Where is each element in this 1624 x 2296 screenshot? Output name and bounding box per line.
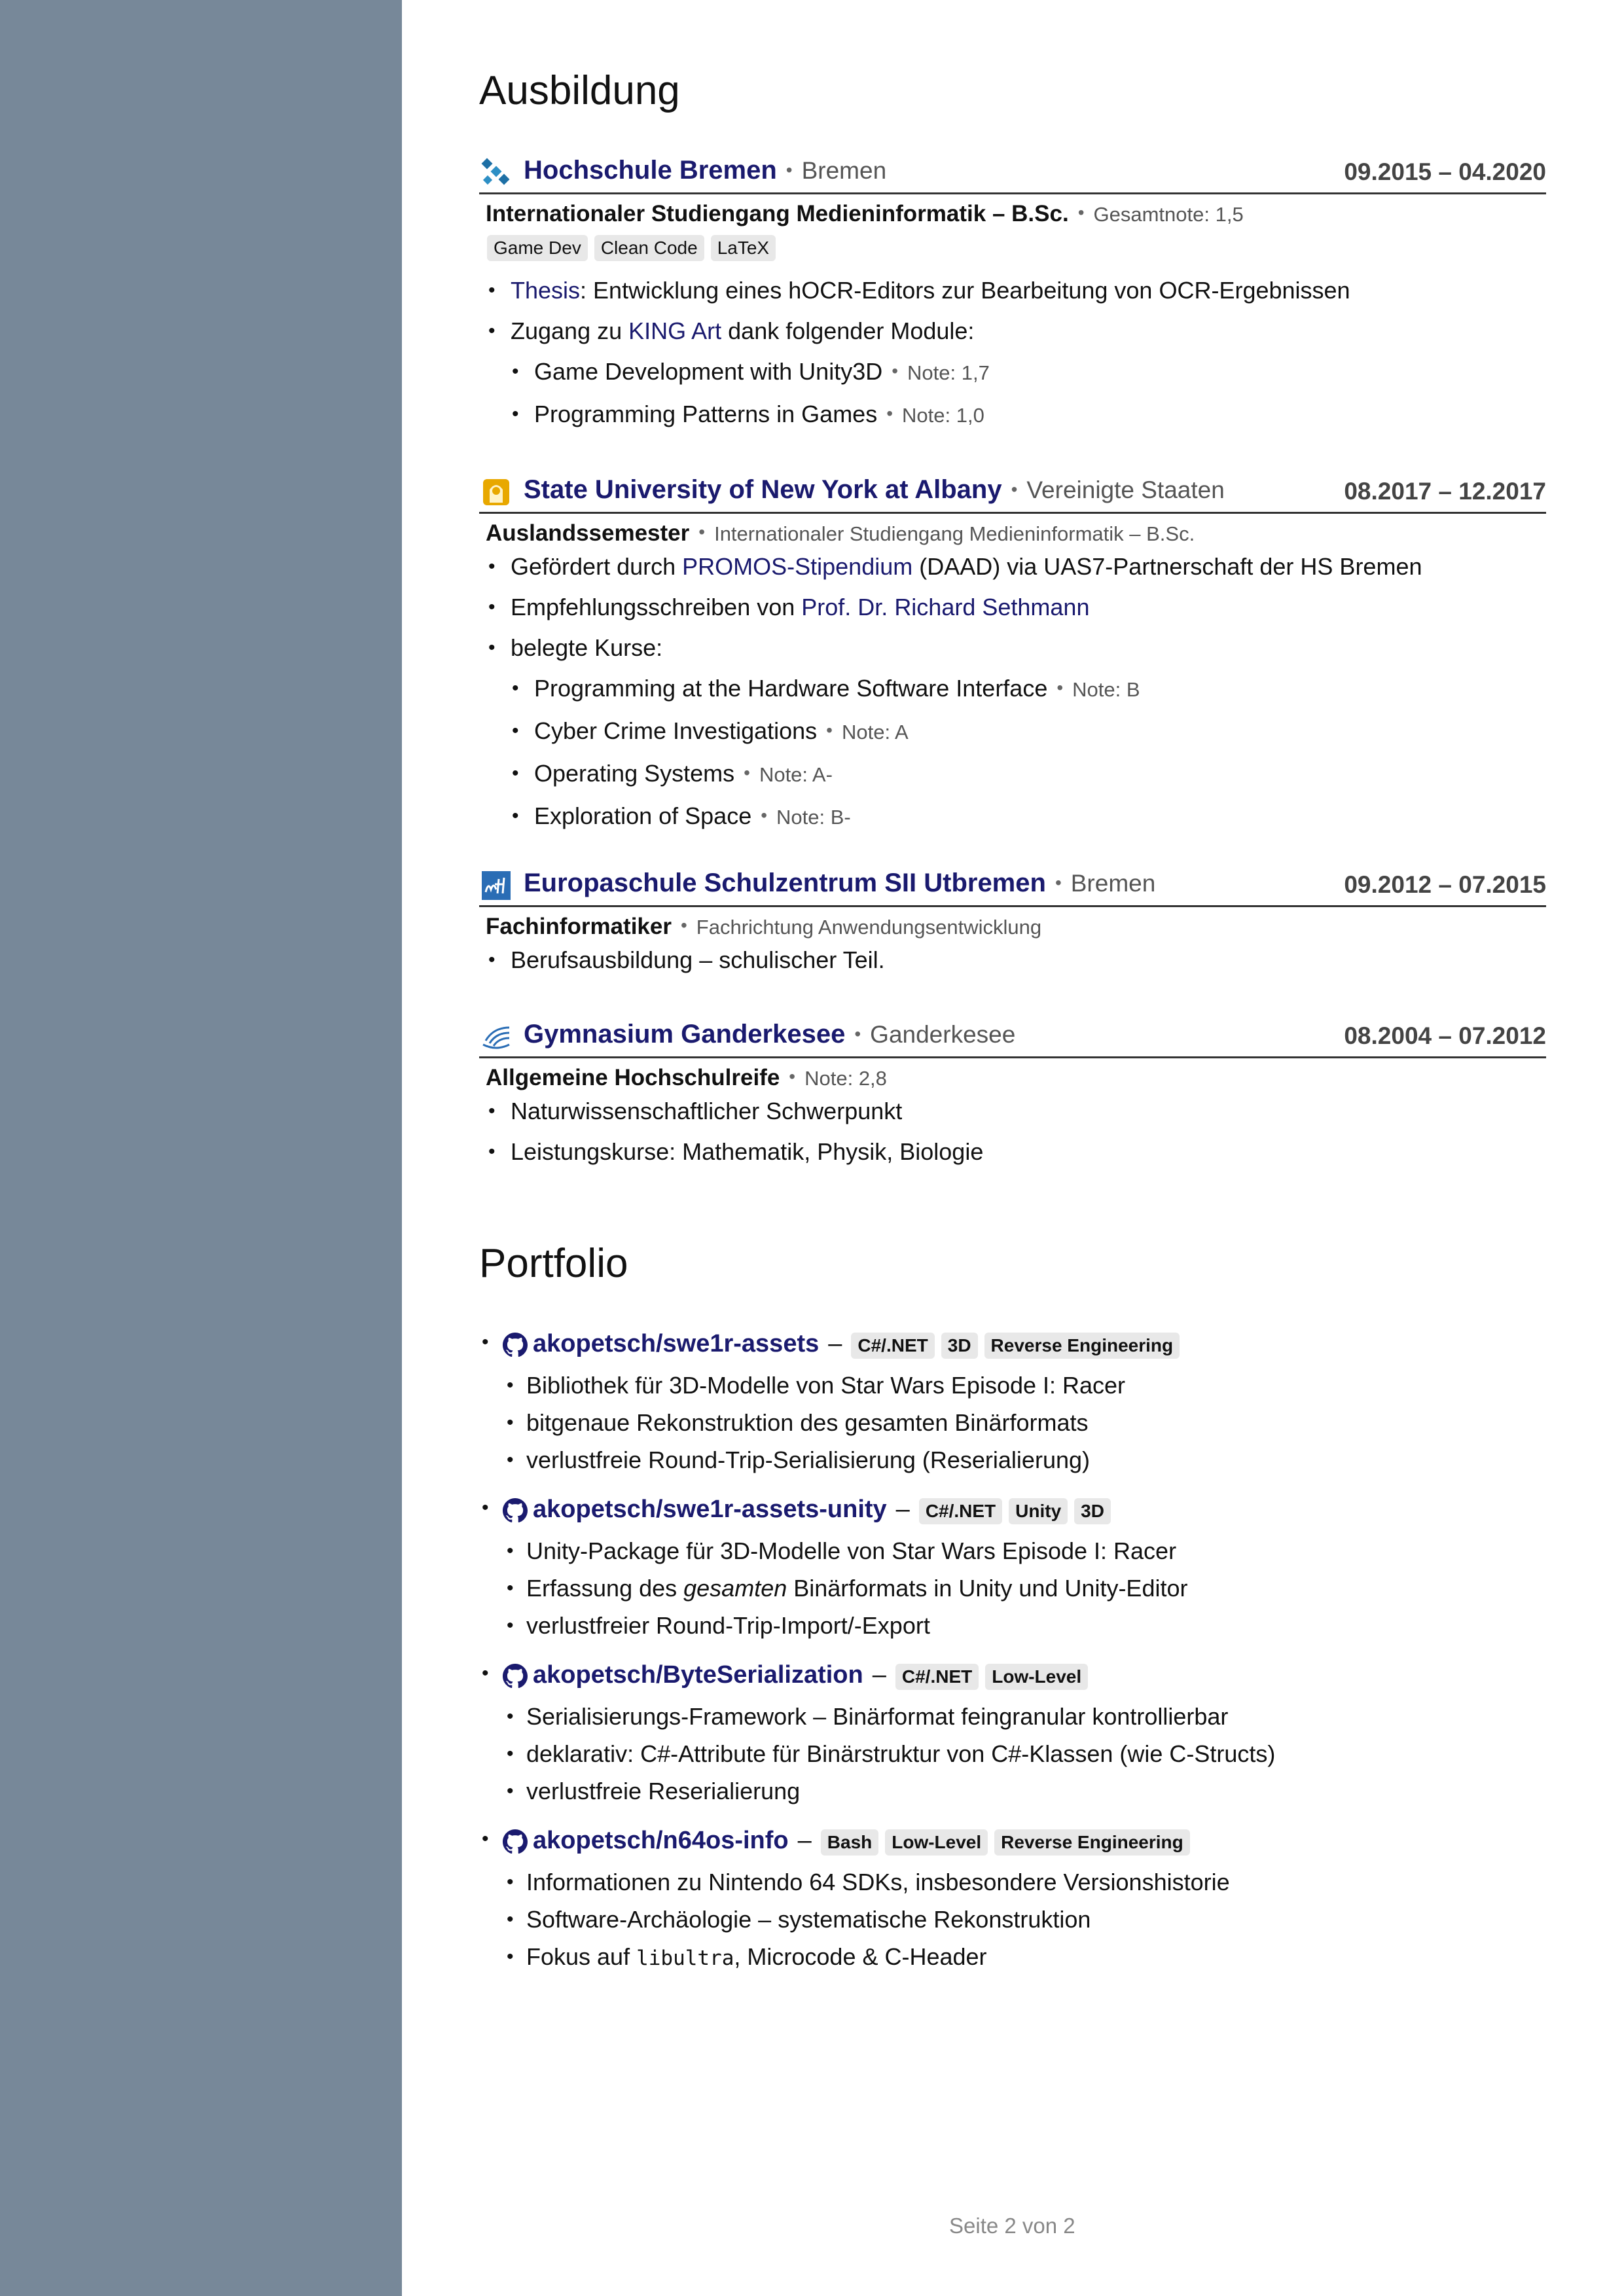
skill-tag: Reverse Engineering (984, 1333, 1180, 1359)
list-item (479, 1938, 1546, 1977)
promos-link[interactable]: PROMOS-Stipendium (682, 553, 913, 580)
text-post: , Microcode & C-Header (734, 1943, 987, 1970)
project-title-row (533, 1827, 1197, 1856)
degree-note: Note: 2,8 (804, 1067, 887, 1090)
project-bullets (479, 1863, 1546, 1977)
entry-dates: 08.2004 – 07.2012 (1344, 1022, 1546, 1049)
project-header: • akopetsch/swe1r-assets – C#/.NET 3D Reverse Engineering (479, 1330, 1546, 1367)
repo-link[interactable]: akopetsch/n64os-info (533, 1827, 789, 1854)
degree-note: Fachrichtung Anwendungsentwicklung (696, 916, 1042, 939)
section-title-education: Ausbildung (479, 68, 680, 113)
suny-albany-logo-icon (480, 476, 512, 508)
institution-location: Bremen (1070, 870, 1156, 897)
course-name: Operating Systems (534, 760, 735, 787)
degree-line: Allgemeine Hochschulreife • Note: 2,8 (486, 1065, 887, 1090)
portfolio-project (479, 1827, 1546, 1977)
list-item: • Software-Archäologie – systematische Rekonstruktion (479, 1901, 1546, 1938)
list-item (479, 311, 1546, 351)
project-header: • akopetsch/n64os-info – Bash Low-Level Reverse Engineering (479, 1827, 1546, 1863)
entry-dates: 09.2015 – 04.2020 (1344, 158, 1546, 185)
module-note: Note: 1,7 (907, 361, 990, 384)
list-item: • deklarativ: C#-Attribute für Binärstruktur von C#-Klassen (wie C-Structs) (479, 1735, 1546, 1772)
institution-name: Gymnasium Ganderkesee • Ganderkesee (524, 1020, 1016, 1049)
entry-dates: 08.2017 – 12.2017 (1344, 478, 1546, 505)
skill-tag: Low-Level (985, 1664, 1088, 1690)
professor-link[interactable]: Prof. Dr. Richard Sethmann (801, 594, 1090, 620)
list-item: • Informationen zu Nintendo 64 SDKs, insbesondere Versionshistorie (479, 1863, 1546, 1901)
module-note: Note: 1,0 (902, 404, 984, 427)
course-item: • Operating Systems • Note: A- (479, 753, 1546, 796)
access-text-pre: Zugang zu (511, 317, 629, 344)
course-note: Note: A (841, 721, 909, 744)
skill-tag: Unity (1009, 1498, 1068, 1524)
text-post: Binärformats in Unity und Unity-Editor (787, 1575, 1188, 1602)
module-name: Game Development with Unity3D (534, 358, 883, 385)
course-item: • Cyber Crime Investigations • Note: A (479, 711, 1546, 753)
skill-tag: 3D (1074, 1498, 1111, 1524)
dash: – (797, 1827, 812, 1854)
github-icon (503, 1333, 528, 1357)
education-entry (479, 152, 1546, 437)
list-item: • Serialisierungs-Framework – Binärformat feingranular kontrollierbar (479, 1698, 1546, 1735)
repo-link[interactable]: akopetsch/swe1r-assets-unity (533, 1496, 887, 1523)
entry-bullets (479, 940, 1546, 980)
list-item: • bitgenaue Rekonstruktion des gesamten Binärformats (479, 1404, 1546, 1441)
skill-tags (487, 235, 1546, 261)
github-icon (503, 1829, 528, 1854)
utbremen-logo-icon (480, 870, 512, 901)
hochschule-bremen-logo-icon (480, 157, 512, 188)
funding-text-post: (DAAD) via UAS7-Partnerschaft der HS Bremen (912, 553, 1422, 580)
gymnasium-logo-icon (480, 1021, 512, 1052)
skill-tag: 3D (941, 1333, 978, 1359)
course-note: Note: B (1072, 678, 1140, 701)
education-entry (479, 865, 1546, 980)
thesis-link[interactable]: Thesis (511, 277, 581, 304)
degree-note: Internationaler Studiengang Medieninformatik – B.Sc. (714, 522, 1195, 545)
education-entry (479, 471, 1546, 838)
course-name: Cyber Crime Investigations (534, 717, 818, 744)
skill-tag: C#/.NET (919, 1498, 1002, 1524)
list-item: • Leistungskurse: Mathematik, Physik, Biologie (479, 1132, 1546, 1172)
list-item: • verlustfreier Round-Trip-Import/-Export (479, 1607, 1546, 1644)
text-pre: Fokus auf (526, 1943, 637, 1970)
institution-location: Bremen (801, 157, 887, 184)
list-item: • verlustfreie Round-Trip-Serialisierung (Reserialierung) (479, 1441, 1546, 1479)
project-title-row (533, 1661, 1094, 1690)
module-item: • Game Development with Unity3D • Note: 1,7 (479, 351, 1546, 394)
entry-header (479, 152, 1546, 194)
skill-tag: LaTeX (711, 235, 776, 261)
degree-title: Fachinformatiker (486, 914, 672, 939)
list-item: • belegte Kurse: (479, 628, 1546, 668)
institution-name: Europaschule Schulzentrum SII Utbremen • Bremen (524, 869, 1156, 897)
github-icon (503, 1664, 528, 1689)
recommendation-text: Empfehlungsschreiben von (511, 594, 802, 620)
text-pre: Erfassung des (526, 1575, 684, 1602)
list-item: • Naturwissenschaftlicher Schwerpunkt (479, 1091, 1546, 1132)
project-bullets (479, 1367, 1546, 1479)
degree-line: Auslandssemester • Internationaler Studiengang Medieninformatik – B.Sc. (486, 520, 1195, 546)
dash: – (895, 1496, 910, 1523)
skill-tag: C#/.NET (851, 1333, 934, 1359)
repo-link[interactable]: akopetsch/swe1r-assets (533, 1330, 820, 1357)
list-item: • Unity-Package für 3D-Modelle von Star Wars Episode I: Racer (479, 1532, 1546, 1570)
entry-header (479, 865, 1546, 907)
degree-title: Internationaler Studiengang Medieninformatik – B.Sc. (486, 201, 1069, 226)
dash: – (828, 1330, 842, 1357)
institution-location: Ganderkesee (870, 1021, 1016, 1048)
degree-line: Fachinformatiker • Fachrichtung Anwendungsentwicklung (486, 914, 1042, 939)
education-entry (479, 1016, 1546, 1172)
list-item (479, 1570, 1546, 1607)
skill-tag: Bash (821, 1829, 878, 1856)
degree-title: Allgemeine Hochschulreife (486, 1065, 780, 1090)
degree-note: Gesamtnote: 1,5 (1093, 203, 1244, 226)
module-name: Programming Patterns in Games (534, 401, 878, 427)
course-name: Exploration of Space (534, 802, 752, 829)
course-item: • Exploration of Space • Note: B- (479, 796, 1546, 838)
institution-label: Gymnasium Ganderkesee (524, 1020, 846, 1049)
portfolio-project (479, 1330, 1546, 1479)
section-title-portfolio: Portfolio (479, 1241, 628, 1286)
dash: – (872, 1661, 886, 1689)
institution-name: State University of New York at Albany • Vereinigte Staaten (524, 475, 1225, 504)
portfolio-project (479, 1496, 1546, 1644)
funding-text-pre: Gefördert durch (511, 553, 683, 580)
github-icon (503, 1498, 528, 1523)
course-item: • Programming at the Hardware Software Interface • Note: B (479, 668, 1546, 711)
entry-header (479, 471, 1546, 514)
list-item (479, 547, 1546, 587)
entry-dates: 09.2012 – 07.2015 (1344, 871, 1546, 898)
access-text-post: dank folgender Module: (721, 317, 975, 344)
institution-label: Hochschule Bremen (524, 156, 777, 185)
list-item: • verlustfreie Reserialierung (479, 1772, 1546, 1810)
repo-link[interactable]: akopetsch/ByteSerialization (533, 1661, 863, 1689)
entry-bullets (479, 1091, 1546, 1172)
project-bullets (479, 1698, 1546, 1810)
degree-line: Internationaler Studiengang Medieninformatik – B.Sc. • Gesamtnote: 1,5 (486, 201, 1244, 226)
skill-tag: Game Dev (487, 235, 588, 261)
code-text: libultra (636, 1946, 734, 1970)
entry-header (479, 1016, 1546, 1058)
list-item: • Berufsausbildung – schulischer Teil. (479, 940, 1546, 980)
list-item (479, 270, 1546, 311)
skill-tag: Clean Code (594, 235, 704, 261)
institution-location: Vereinigte Staaten (1026, 476, 1225, 503)
degree-title: Auslandssemester (486, 520, 690, 546)
course-note: Note: B- (776, 806, 851, 829)
skill-tag: C#/.NET (895, 1664, 979, 1690)
project-header: • akopetsch/ByteSerialization – C#/.NET Low-Level (479, 1661, 1546, 1698)
course-note: Note: A- (759, 763, 833, 786)
entry-bullets (479, 547, 1546, 838)
institution-label: State University of New York at Albany (524, 475, 1002, 504)
list-item (479, 587, 1546, 628)
sidebar-panel (0, 0, 402, 2296)
institution-label: Europaschule Schulzentrum SII Utbremen (524, 869, 1046, 897)
thesis-text: : Entwicklung eines hOCR-Editors zur Bearbeitung von OCR-Ergebnissen (580, 277, 1350, 304)
entry-bullets (479, 270, 1546, 437)
portfolio-project (479, 1661, 1546, 1810)
page-number: Seite 2 von 2 (949, 2214, 1075, 2238)
list-item: • Bibliothek für 3D-Modelle von Star Wars Episode I: Racer (479, 1367, 1546, 1404)
project-header: • akopetsch/swe1r-assets-unity – C#/.NET Unity 3D (479, 1496, 1546, 1532)
module-item: • Programming Patterns in Games • Note: 1,0 (479, 394, 1546, 437)
institution-name: Hochschule Bremen • Bremen (524, 156, 887, 185)
project-title-row (533, 1496, 1117, 1524)
skill-tag: Low-Level (885, 1829, 988, 1856)
project-bullets (479, 1532, 1546, 1644)
course-name: Programming at the Hardware Software Interface (534, 675, 1048, 702)
skill-tag: Reverse Engineering (994, 1829, 1190, 1856)
emphasis-text: gesamten (683, 1575, 787, 1602)
king-art-link[interactable]: KING Art (628, 317, 722, 344)
project-title-row (533, 1330, 1186, 1359)
